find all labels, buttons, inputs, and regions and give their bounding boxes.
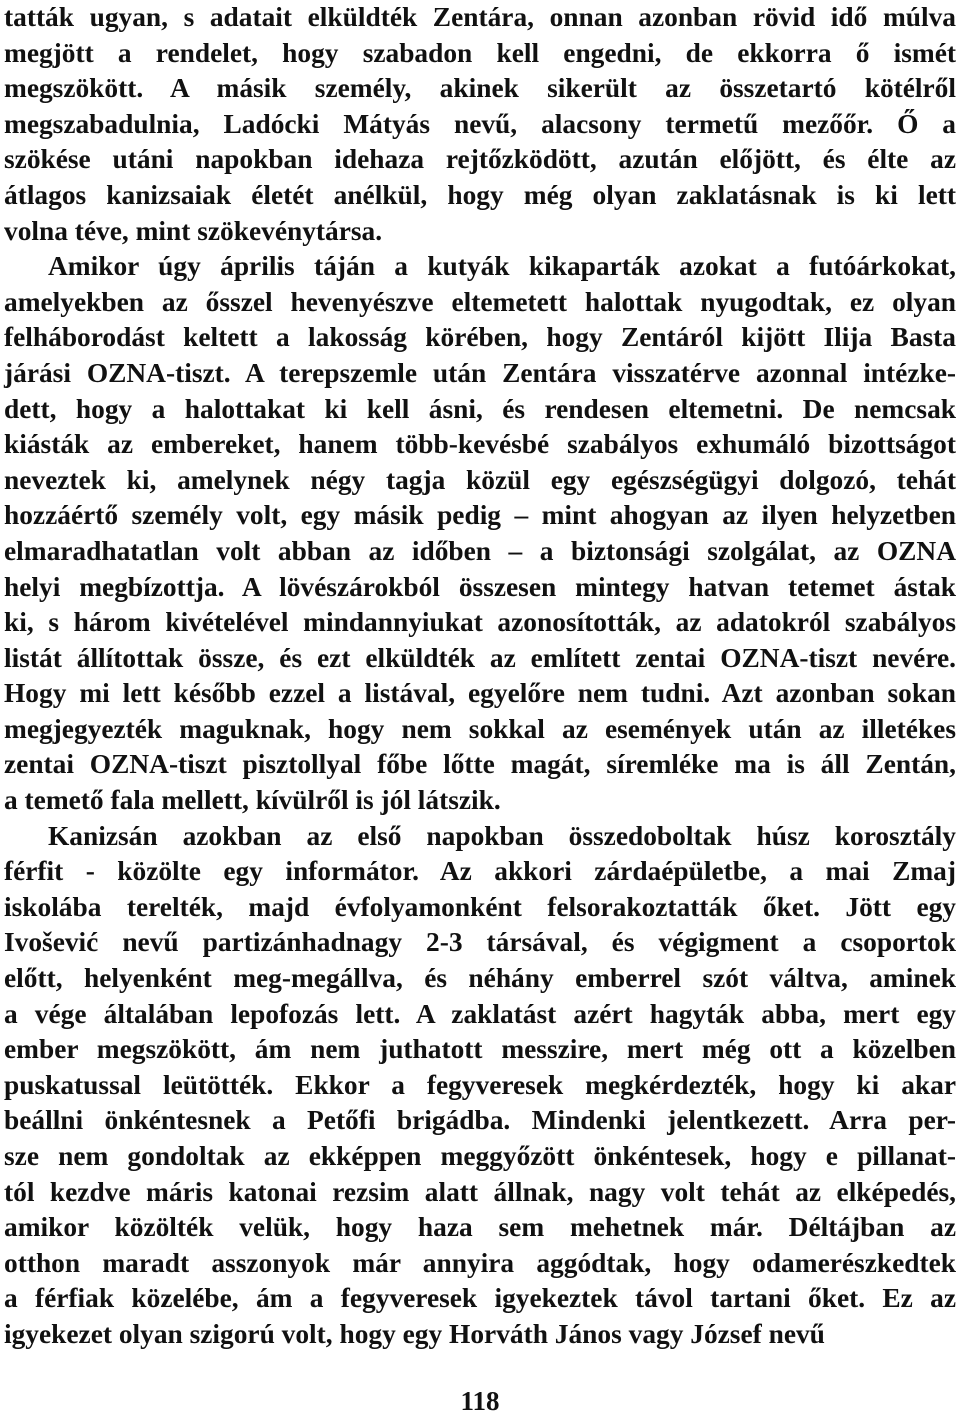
text-line: megszabadulnia, Ladócki Mátyás nevű, alacsony termetű mezőőr. Ő a (4, 108, 956, 139)
text-line: volna téve, mint szökevénytársa. (4, 215, 383, 246)
text-line: előtt, helyenként meg-megállva, és néhány emberrel szót váltva, aminek (4, 963, 956, 994)
text-line: sze nem gondoltak az ekképpen meggyőzött önkéntesek, hogy e pillanat- (4, 1141, 956, 1171)
page-number: 118 (460, 1386, 500, 1416)
text-line: tól kezdve máris katonai rezsim alatt állnak, nagy volt tehát az elképedés, (4, 1176, 956, 1207)
text-line: tatták ugyan, s adatait elküldték Zentára, onnan azonban rövid idő múlva (4, 2, 956, 32)
text-line: helyi megbízottja. A lövészárokból összesen mintegy hatvan tetemet ástak (4, 571, 956, 602)
text-line: szökése utáni napokban idehaza rejtőzködött, azután előjött, és élte az (4, 144, 956, 175)
text-line: kiásták az embereket, hanem több-kevésbé szabályos exhumáló bizottságot (4, 429, 956, 460)
text-line: megjött a rendelet, hogy szabadon kell engedni, de ekkorra ő ismét (4, 37, 956, 68)
text-line: felháborodást keltett a lakosság körében, hogy Zentáról kijött Ilija Basta (4, 322, 956, 353)
text-line: megszökött. A másik személy, akinek sikerült az összetartó kötélről (4, 73, 956, 104)
text-line: otthon maradt asszonyok már annyira aggódtak, hogy odamerészkedtek (4, 1247, 956, 1278)
text-line: Amikor úgy április táján a kutyák kikaparták azokat a futóárkokat, (48, 251, 956, 282)
text-line: a férfiak közelébe, ám a fegyveresek igyekeztek távol tartani őket. Ez az (4, 1283, 956, 1314)
text-line: Kanizsán azokban az első napokban összedoboltak húsz korosztály (48, 820, 956, 851)
text-line: beállni önkéntesnek a Petőfi brigádba. Mindenki jelentkezett. Arra per- (4, 1105, 956, 1136)
text-line: hozzáértő személy volt, egy másik pedig – mint ahogyan az ilyen helyzetben (4, 500, 956, 531)
text-line: megjegyezték maguknak, hogy nem sokkal az események után az illetékes (4, 713, 956, 744)
text-line: neveztek ki, amelynek négy tagja közül egy egészségügyi dolgozó, tehát (4, 464, 956, 495)
text-line: elmaradhatatlan volt abban az időben – a biztonsági szolgálat, az OZNA (4, 535, 956, 566)
text-line: járási OZNA-tiszt. A terepszemle után Zentára visszatérve azonnal intézke- (4, 357, 956, 388)
paragraph (4, 0, 956, 249)
text-line: férfit - közölte egy informátor. Az akkori zárdaépületbe, a mai Zmaj (4, 856, 956, 887)
text-line: a vége általában lepofozás lett. A zaklatást azért hagyták abba, mert egy (4, 998, 956, 1029)
text-line: ki, s három kivételével mindannyiukat azonosították, az adatokról szabályos (4, 607, 956, 638)
text-line: igyekezet olyan szigorú volt, hogy egy Horváth János vagy József nevű (4, 1318, 825, 1349)
text-line: zentai OZNA-tiszt pisztollyal főbe lőtte magát, síremléke ma is áll Zentán, (4, 749, 956, 780)
text-line: puskatussal leütötték. Ekkor a fegyveresek megkérdezték, hogy ki akar (4, 1069, 956, 1100)
text-line: dett, hogy a halottakat ki kell ásni, és rendesen eltemetni. De nemcsak (4, 393, 956, 424)
text-line: amikor közölték velük, hogy haza sem mehetnek már. Déltájban az (4, 1212, 956, 1243)
text-line: Ivošević nevű partizánhadnagy 2-3 társával, és végigment a csoportok (4, 927, 956, 958)
text-line: a temető fala mellett, kívülről is jól látszik. (4, 785, 501, 816)
paragraph (4, 249, 956, 819)
text-line: Hogy mi lett később ezzel a listával, egyelőre nem tudni. Azt azonban sokan (4, 678, 956, 709)
text-line: iskolába terelték, majd évfolyamonként felsorakoztatták őket. Jött egy (4, 891, 956, 922)
paragraph (4, 819, 956, 1353)
body-text (4, 0, 956, 1353)
text-line: átlagos kanizsaiak életét anélkül, hogy még olyan zaklatásnak is ki lett (4, 179, 956, 210)
text-line: listát állítottak össze, és ezt elküldték az említett zentai OZNA-tiszt nevére. (4, 642, 956, 673)
text-line: amelyekben az ősszel hevenyészve eltemetett halottak nyugodtak, ez olyan (4, 286, 956, 317)
text-line: ember megszökött, ám nem juthatott messzire, mert még ott a közelben (4, 1034, 956, 1065)
